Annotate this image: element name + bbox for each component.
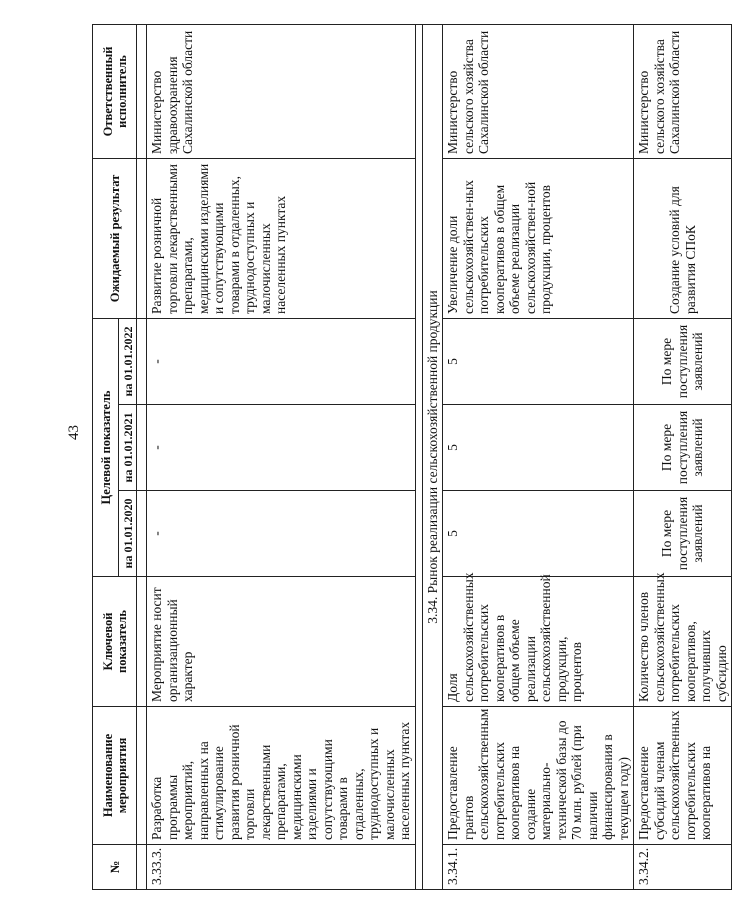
header-date-2020: на 01.01.2020 <box>119 491 137 577</box>
column-number-cell <box>137 405 147 491</box>
column-number-cell <box>137 318 147 404</box>
row-responsible: Министерство здравоохранения Сахалинской области <box>147 24 416 158</box>
row-target-2021: По мере поступления заявлений <box>634 405 732 491</box>
header-date-2022: на 01.01.2022 <box>119 318 137 404</box>
header-expected: Ожидаемый результат <box>93 158 137 318</box>
row-indicator: Мероприятие носит организационный характер <box>147 577 416 707</box>
row-target-2020: По мере поступления заявлений <box>634 491 732 577</box>
column-number-cell <box>137 491 147 577</box>
row-target-2021: - <box>147 405 416 491</box>
row-responsible: Министерство сельского хозяйства Сахалинской области <box>634 24 732 158</box>
row-target-2022: - <box>147 318 416 404</box>
row-indicator: Количество членов сельскохозяйственных потребительских кооперативов, получивших субсидию <box>634 577 732 707</box>
column-number-cell <box>137 577 147 707</box>
header-indicator: Ключевой показатель <box>93 577 137 707</box>
row-activity: Предоставление субсидий членам сельскохозяйственных потребительских кооперативов на <box>634 707 732 845</box>
row-responsible: Министерство сельского хозяйства Сахалинской области <box>443 24 634 158</box>
header-responsible: Ответственный исполнитель <box>93 24 137 158</box>
row-target-2020: 5 <box>443 491 634 577</box>
section-heading-row <box>422 24 443 889</box>
column-number-cell <box>137 158 147 318</box>
row-activity: Разработка программы мероприятий, направленных на стимулирование развития розничной торговли лекарственными препаратами, медицинскими изделиями и сопутствующими товарами в отдаленных, труднодоступных и малочисленных населенных пунктах <box>147 707 416 845</box>
row-target-2021: 5 <box>443 405 634 491</box>
column-number-cell <box>137 845 147 890</box>
column-number-cell <box>137 707 147 845</box>
row-expected: Увеличение доли сельскохозяйствен-ных потребительских кооперативов в общем объеме реализации сельскохозяйствен-ной продукции, процентов <box>443 158 634 318</box>
row-target-2022: По мере поступления заявлений <box>634 318 732 404</box>
page-number: 43 <box>66 425 82 440</box>
row-number: 3.34.1. <box>443 845 634 890</box>
activity-table-sheet <box>92 25 729 890</box>
row-activity: Предоставление грантов сельскохозяйственным потребительских кооперативов на создание материально-технической базы до 70 млн. рублей (при наличии финансирования в текущем году) <box>443 707 634 845</box>
activity-table <box>92 24 732 890</box>
header-no: № <box>93 845 137 890</box>
header-date-2021: на 01.01.2021 <box>119 405 137 491</box>
row-number: 3.34.2. <box>634 845 732 890</box>
row-number: 3.33.3. <box>147 845 416 890</box>
row-expected: Развитие розничной торговли лекарственными препаратами, медицинскими изделиями и сопутствующими товарами в отдаленных, труднодоступных и малочисленных населенных пунктах <box>147 158 416 318</box>
row-target-2022: 5 <box>443 318 634 404</box>
table-row <box>147 24 416 889</box>
row-indicator: Доля сельскохозяйственных потребительских кооперативов в общем объеме реализации сельскохозяйственной продукции, процентов <box>443 577 634 707</box>
row-expected: Создание условий для развития СПоК <box>634 158 732 318</box>
section-title: 3.34. Рынок реализации сельскохозяйственной продукции <box>422 24 443 889</box>
header-activity: Наименование мероприятия <box>93 707 137 845</box>
column-number-cell <box>137 24 147 158</box>
section-gap <box>415 24 422 889</box>
table-row <box>634 24 732 889</box>
table-row <box>443 24 634 889</box>
row-target-2020: - <box>147 491 416 577</box>
header-target: Целевой показатель <box>93 318 119 576</box>
